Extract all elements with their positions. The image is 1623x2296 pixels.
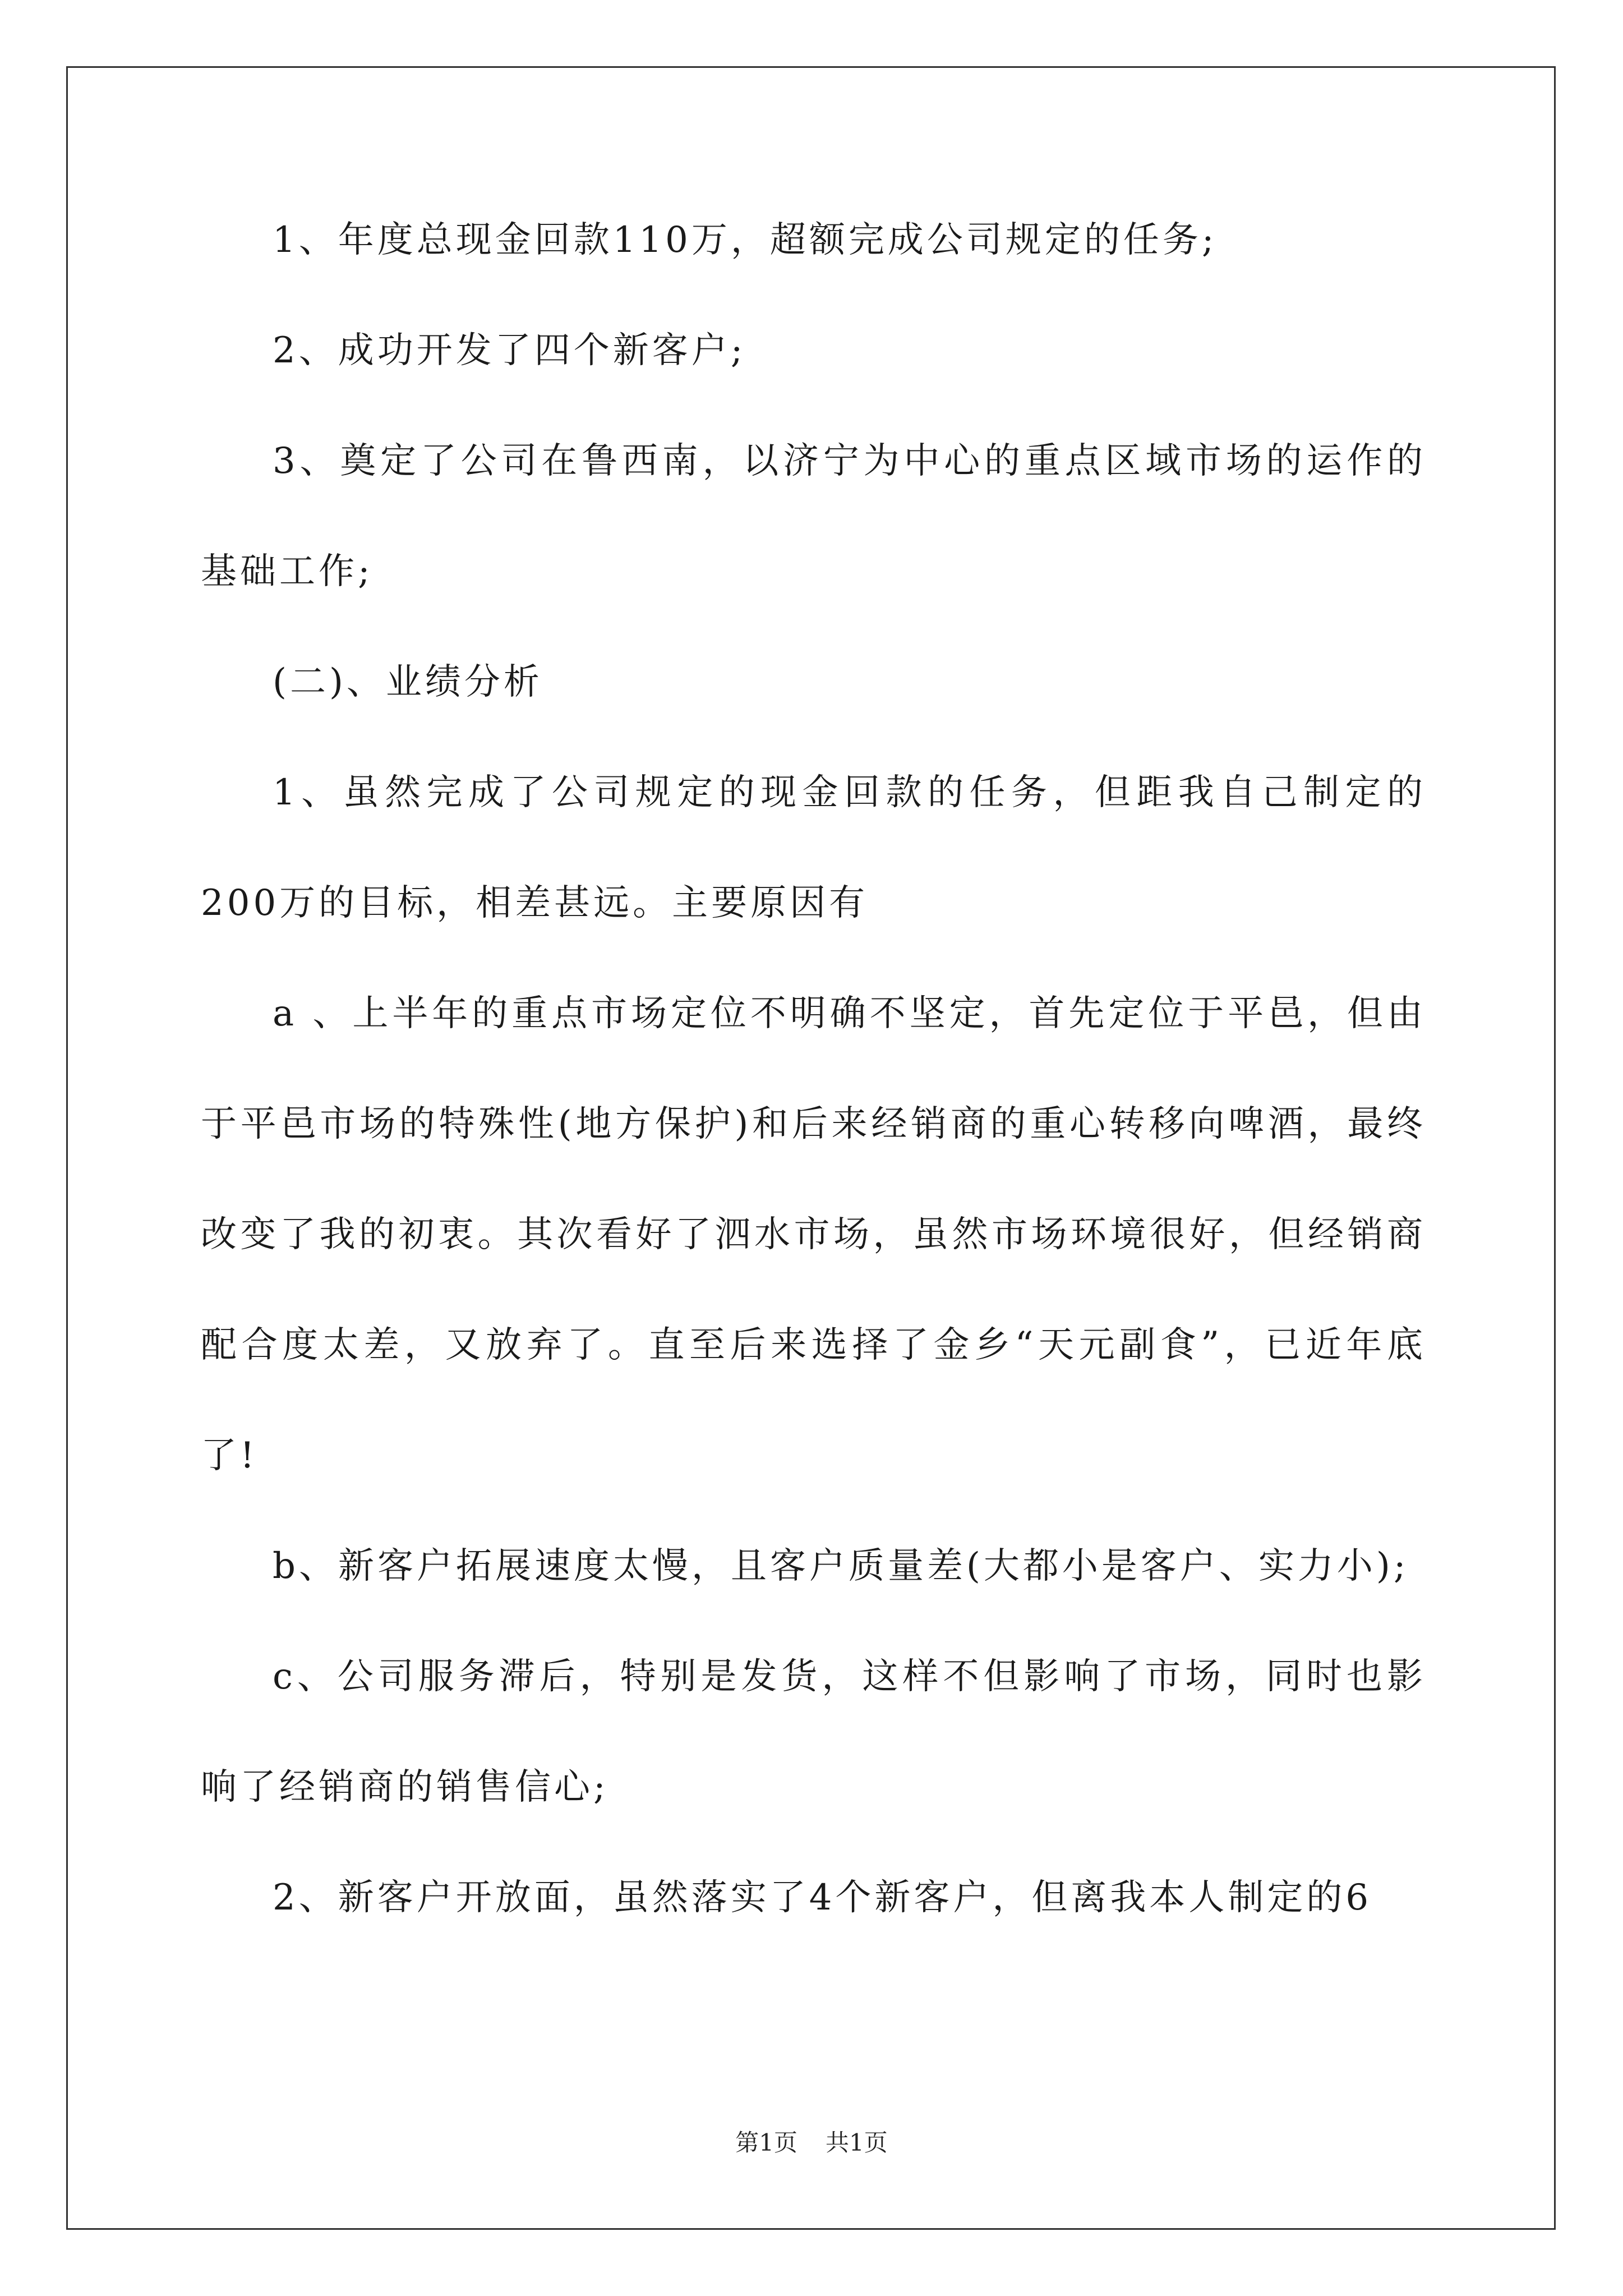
paragraph-3: 3、奠定了公司在鲁西南，以济宁为中心的重点区域市场的运作的基础工作; [201,440,1426,592]
paragraph-2: 2、成功开发了四个新客户; [273,330,746,371]
paragraph-5: a 、上半年的重点市场定位不明确不坚定，首先定位于平邑，但由于平邑市场的特殊性(地方保护)和后来经销商的重心转移向啤酒，最终改变了我的初衷。其次看好了泗水市场，虽然市场环境很好，但经销商配合度太差，又放弃了。直至后来选择了金乡“天元副食”，已近年底了! [201,993,1426,1476]
paragraph-1: 1、年度总现金回款110万，超额完成公司规定的任务; [273,219,1218,261]
paragraph-6: b、新客户拓展速度太慢，且客户质量差(大都小是客户、实力小); [273,1545,1409,1587]
page-number-current: 第1页 [735,2129,797,2156]
paragraph-8: 2、新客户开放面，虽然落实了4个新客户，但离我本人制定的6 [273,1877,1372,1918]
paragraph-7: c、公司服务滞后，特别是发货，这样不但影响了市场，同时也影响了经销商的销售信心; [201,1656,1426,1808]
document-body [201,185,1426,1953]
page-number-total: 共1页 [826,2129,888,2156]
section-heading: (二)、业绩分析 [273,661,543,703]
paragraph-4: 1、虽然完成了公司规定的现金回款的任务，但距我自己制定的200万的目标，相差甚远。主要原因有 [201,772,1426,924]
page-footer [0,2126,1623,2160]
